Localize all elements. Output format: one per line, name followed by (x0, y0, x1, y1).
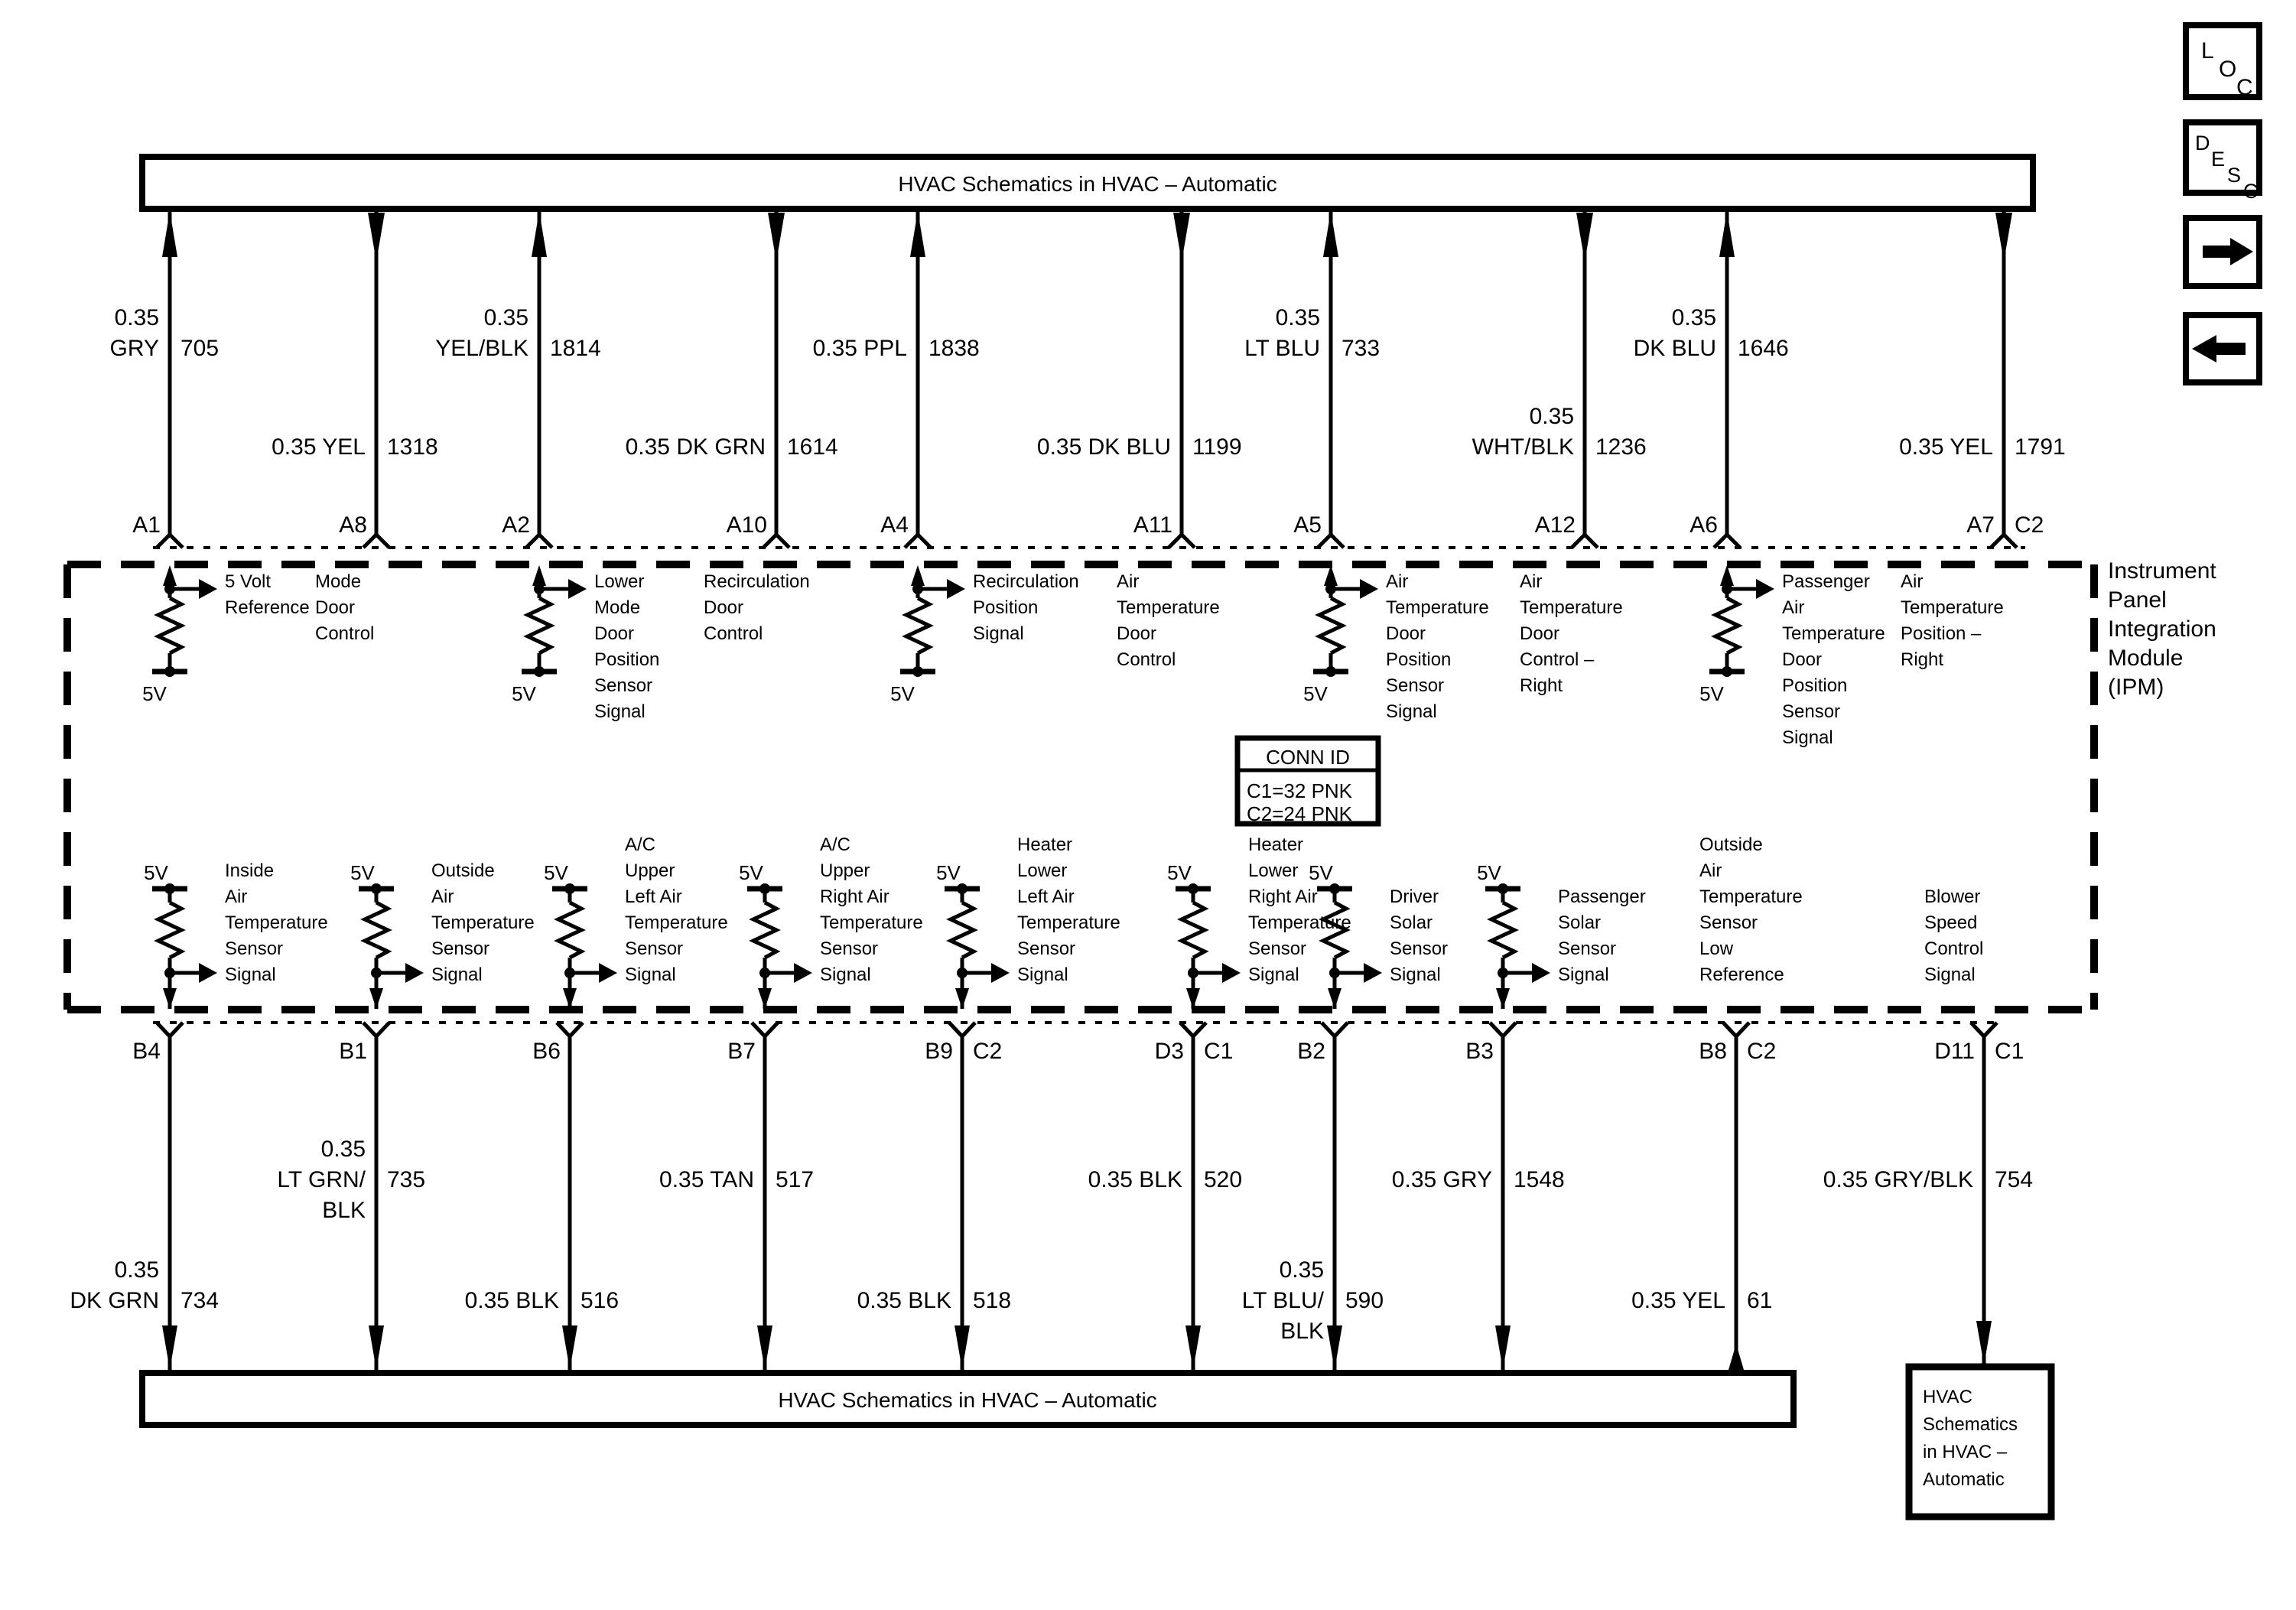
pin-chevron (1991, 535, 2017, 548)
signal-label: Temperature (431, 912, 535, 933)
signal-label: Door (594, 623, 635, 644)
pin-chevron (1572, 535, 1598, 548)
pin-chevron (157, 535, 183, 548)
circuit-number: 520 (1204, 1167, 1243, 1192)
signal-label: Passenger (1558, 886, 1646, 907)
down-arrowhead (562, 1325, 577, 1370)
signal-label: Solar (1558, 912, 1602, 933)
signal-label: Sensor (594, 675, 653, 696)
signal-label: Control (1117, 649, 1176, 670)
circuit-number: 733 (1342, 336, 1381, 361)
down-arrowhead (1576, 213, 1593, 262)
down-arrowhead (1173, 213, 1190, 262)
five-volt-label: 5V (890, 682, 915, 705)
wire-color-label: 0.35 (483, 305, 528, 330)
five-volt-label: 5V (144, 861, 168, 884)
pin-chevron (905, 535, 931, 548)
pin-chevron (1723, 1023, 1749, 1036)
resistor (1715, 598, 1738, 653)
ipm-name-line: Module (2108, 646, 2184, 671)
wire-color-label: 0.35 DK GRN (625, 434, 766, 460)
pin-label-B7: B7 (727, 1039, 756, 1064)
wire-color-label: 0.35 GRY (1391, 1167, 1492, 1192)
five-volt-label: 5V (1303, 682, 1328, 705)
ipm-name-line: Instrument (2108, 558, 2216, 584)
resistor (1491, 903, 1514, 958)
wire-color-label: 0.35 YEL (1899, 434, 1993, 460)
signal-label: Air (225, 886, 248, 907)
pin-label-A10: A10 (726, 512, 767, 538)
signal-label: Low (1699, 938, 1734, 959)
five-volt-label: 5V (512, 682, 536, 705)
pin-label-A2: A2 (502, 512, 530, 538)
wire-color-label: 0.35 (1671, 305, 1716, 330)
signal-label: 5 Volt (225, 571, 272, 592)
signal-label: Signal (431, 964, 483, 985)
pin-label-B3: B3 (1465, 1039, 1494, 1064)
right-arrow (947, 579, 965, 599)
down-arrowhead (1186, 988, 1200, 1009)
signal-label: Position (594, 649, 660, 670)
desc-letter: D (2195, 132, 2210, 154)
signal-label: Heater (1017, 834, 1073, 855)
wire-color-label: LT GRN/ (277, 1167, 366, 1192)
pin-chevron (1490, 1023, 1516, 1036)
down-arrowhead (1328, 988, 1342, 1009)
up-arrowhead (1729, 1344, 1744, 1370)
pin-label-B1: B1 (339, 1039, 367, 1064)
signal-label: Door (704, 597, 744, 618)
wire-color-label: 0.35 (1279, 1257, 1324, 1283)
wire-color-label: BLK (322, 1198, 366, 1223)
signal-label: Temperature (1386, 597, 1489, 618)
down-arrowhead (163, 988, 177, 1009)
signal-label: Door (1386, 623, 1426, 644)
signal-label: Reference (1699, 964, 1784, 985)
signal-label: Right (1901, 649, 1944, 670)
pin-label-D11: D11 (1934, 1039, 1975, 1064)
five-volt-label: 5V (1477, 861, 1501, 884)
signal-label: Recirculation (704, 571, 810, 592)
down-arrowhead (368, 213, 385, 262)
signal-label: Signal (1390, 964, 1441, 985)
conn-id-header: CONN ID (1266, 746, 1350, 769)
signal-label: Control – (1520, 649, 1595, 670)
signal-label: A/C (625, 834, 656, 855)
pin-chevron (1971, 1023, 1997, 1036)
pin-chevron (1322, 1023, 1348, 1036)
signal-label: Door (1782, 649, 1823, 670)
pin-label-B6: B6 (532, 1039, 561, 1064)
wire-color-label: WHT/BLK (1472, 434, 1574, 460)
signal-label: Air (1699, 860, 1722, 881)
signal-label: Signal (1782, 727, 1833, 748)
signal-label: Sensor (1017, 938, 1076, 959)
signal-label: Outside (1699, 834, 1763, 855)
right-arrow (1360, 579, 1378, 599)
junction-dot (164, 666, 175, 677)
down-arrowhead (1185, 1325, 1201, 1370)
right-arrow (1222, 963, 1241, 983)
wire-color-label: 0.35 (114, 305, 159, 330)
signal-label: Air (1901, 571, 1924, 592)
signal-label: Lower (1248, 860, 1299, 881)
connector-label: C1 (1204, 1039, 1234, 1064)
pin-chevron (1169, 535, 1195, 548)
signal-label: Temperature (820, 912, 923, 933)
signal-label: Signal (1017, 964, 1068, 985)
pin-label-A1: A1 (132, 512, 161, 538)
signal-label: Temperature (1520, 597, 1623, 618)
circuit-number: 590 (1345, 1288, 1384, 1313)
five-volt-label: 5V (350, 861, 375, 884)
pin-label-A5: A5 (1293, 512, 1322, 538)
desc-letter: E (2211, 148, 2226, 171)
resistor (1182, 903, 1205, 958)
hvac-link-box-line: HVAC (1923, 1387, 1972, 1407)
signal-label: Sensor (1558, 938, 1617, 959)
pin-label-B4: B4 (132, 1039, 161, 1064)
wire-color-label: LT BLU/ (1241, 1288, 1324, 1313)
pin-label-A11: A11 (1133, 512, 1172, 538)
wire-color-label: YEL/BLK (435, 336, 528, 361)
circuit-number: 705 (180, 336, 220, 361)
signal-label: Sensor (1386, 675, 1445, 696)
signal-label: Upper (820, 860, 870, 881)
down-arrowhead (757, 1325, 772, 1370)
signal-label: Driver (1390, 886, 1439, 907)
up-arrowhead (910, 211, 925, 257)
signal-label: Air (431, 886, 454, 907)
signal-label: Mode (315, 571, 362, 592)
pin-label-B8: B8 (1699, 1039, 1727, 1064)
signal-label: Signal (1558, 964, 1609, 985)
connector-label: C1 (1995, 1039, 2024, 1064)
signal-label: Solar (1390, 912, 1433, 933)
signal-label: Sensor (1699, 912, 1758, 933)
signal-label: Sensor (820, 938, 879, 959)
right-arrow (199, 963, 217, 983)
signal-label: Inside (225, 860, 275, 881)
signal-label: Temperature (225, 912, 328, 933)
pin-chevron (949, 1023, 975, 1036)
signal-label: Signal (973, 623, 1024, 644)
resistor (528, 598, 551, 653)
signal-label: Door (1520, 623, 1560, 644)
pin-label-A7: A7 (1966, 512, 1995, 538)
down-arrowhead (954, 1325, 970, 1370)
signal-label: Control (1924, 938, 1984, 959)
hvac-link-box-line: Automatic (1923, 1469, 2005, 1490)
circuit-number: 516 (581, 1288, 620, 1313)
desc-letter: S (2227, 164, 2242, 187)
resistor (365, 903, 388, 958)
left-arrow-icon (2192, 335, 2216, 363)
signal-label: Sensor (1782, 701, 1841, 722)
pin-chevron (1318, 535, 1344, 548)
wire-color-label: 0.35 TAN (659, 1167, 754, 1192)
signal-label: Reference (225, 597, 310, 618)
resistor (558, 903, 581, 958)
signal-label: Temperature (1901, 597, 2004, 618)
right-arrow (991, 963, 1010, 983)
signal-label: Right (1520, 675, 1563, 696)
connector-label: C2 (973, 1039, 1003, 1064)
signal-label: Heater (1248, 834, 1304, 855)
right-arrow (405, 963, 424, 983)
signal-label: Signal (625, 964, 676, 985)
pin-chevron (157, 1023, 183, 1036)
wire-color-label: DK GRN (70, 1288, 159, 1313)
signal-label: Left Air (625, 886, 682, 907)
ipm-name-line: Panel (2108, 587, 2167, 613)
down-arrowhead (1495, 1325, 1511, 1370)
signal-label: Signal (594, 701, 646, 722)
circuit-number: 61 (1747, 1288, 1773, 1313)
down-arrowhead (768, 213, 785, 262)
signal-label: Sensor (431, 938, 490, 959)
up-arrowhead (532, 211, 547, 257)
up-arrowhead (1719, 211, 1735, 257)
bottom-banner-label: HVAC Schematics in HVAC – Automatic (778, 1388, 1157, 1412)
circuit-number: 1548 (1514, 1167, 1565, 1192)
down-arrowhead (369, 988, 383, 1009)
wire-color-label: 0.35 GRY/BLK (1823, 1167, 1973, 1192)
signal-label: Right Air (1248, 886, 1318, 907)
signal-label: Control (704, 623, 763, 644)
pin-label-A8: A8 (339, 512, 367, 538)
signal-label: Position (973, 597, 1039, 618)
conn-id-row: C2=24 PNK (1247, 802, 1353, 825)
pin-label-A6: A6 (1689, 512, 1718, 538)
circuit-number: 1614 (787, 434, 838, 460)
right-arrow (568, 579, 587, 599)
right-arrow (794, 963, 812, 983)
signal-label: Sensor (1248, 938, 1307, 959)
wire-color-label: 0.35 DK BLU (1036, 434, 1171, 460)
wire-color-label: BLK (1280, 1319, 1324, 1344)
pin-chevron (363, 1023, 389, 1036)
up-arrowhead (162, 211, 177, 257)
signal-label: Passenger (1782, 571, 1870, 592)
top-banner-label: HVAC Schematics in HVAC – Automatic (898, 172, 1277, 196)
wire-color-label: 0.35 YEL (272, 434, 366, 460)
circuit-number: 734 (180, 1288, 220, 1313)
signal-label: Sensor (225, 938, 284, 959)
down-arrowhead (1327, 1325, 1342, 1370)
signal-label: Left Air (1017, 886, 1075, 907)
signal-label: Position (1386, 649, 1452, 670)
signal-label: Recirculation (973, 571, 1079, 592)
signal-label: Signal (225, 964, 276, 985)
loc-letter: L (2201, 38, 2214, 63)
signal-label: Temperature (1248, 912, 1351, 933)
signal-label: Position (1782, 675, 1848, 696)
pin-chevron (526, 535, 552, 548)
conn-id-row: C1=32 PNK (1247, 779, 1353, 802)
wire-color-label: 0.35 (1275, 305, 1320, 330)
wire-color-label: DK BLU (1633, 336, 1716, 361)
pin-label-D3: D3 (1154, 1039, 1184, 1064)
signal-label: Air (1117, 571, 1140, 592)
pin-chevron (1180, 1023, 1206, 1036)
signal-label: Control (315, 623, 375, 644)
junction-dot (1325, 666, 1336, 677)
down-arrowhead (955, 988, 969, 1009)
signal-label: Temperature (625, 912, 728, 933)
five-volt-label: 5V (142, 682, 167, 705)
circuit-number: 1236 (1595, 434, 1647, 460)
pin-chevron (763, 535, 789, 548)
pin-label-A4: A4 (880, 512, 909, 538)
circuit-number: 1318 (387, 434, 438, 460)
loc-letter: O (2219, 57, 2237, 82)
pin-label-B9: B9 (925, 1039, 953, 1064)
down-arrowhead (563, 988, 577, 1009)
right-arrow (599, 963, 617, 983)
connector-label: C2 (2015, 512, 2044, 538)
signal-label: Sensor (625, 938, 684, 959)
signal-label: Signal (820, 964, 871, 985)
signal-label: Signal (1924, 964, 1976, 985)
signal-label: Upper (625, 860, 675, 881)
circuit-number: 517 (776, 1167, 815, 1192)
pin-label-B2: B2 (1297, 1039, 1325, 1064)
down-arrowhead (758, 988, 772, 1009)
wire-color-label: GRY (109, 336, 159, 361)
desc-letter: C (2243, 180, 2259, 203)
circuit-number: 735 (387, 1167, 426, 1192)
signal-label: Air (1782, 597, 1805, 618)
signal-label: Air (1520, 571, 1543, 592)
wire-color-label: 0.35 BLK (857, 1288, 951, 1313)
right-arrow (1364, 963, 1382, 983)
wire-color-label: 0.35 BLK (1088, 1167, 1182, 1192)
junction-dot (912, 666, 923, 677)
right-arrow (199, 579, 217, 599)
pin-chevron (1714, 535, 1740, 548)
resistor (753, 903, 776, 958)
wire-color-label: LT BLU (1244, 336, 1320, 361)
signal-label: Right Air (820, 886, 889, 907)
ipm-name-line: (IPM) (2108, 675, 2164, 700)
five-volt-label: 5V (1167, 861, 1192, 884)
down-arrowhead (162, 1325, 177, 1370)
signal-label: Lower (1017, 860, 1068, 881)
hvac-link-box-line: Schematics (1923, 1414, 2018, 1435)
resistor (158, 598, 181, 653)
wire-color-label: 0.35 PPL (812, 336, 907, 361)
signal-label: Temperature (1117, 597, 1220, 618)
signal-label: Air (1386, 571, 1409, 592)
pin-chevron (752, 1023, 778, 1036)
loc-letter: C (2236, 75, 2253, 100)
signal-label: Mode (594, 597, 641, 618)
down-arrowhead (1995, 213, 2012, 262)
five-volt-label: 5V (936, 861, 961, 884)
right-arrow (1532, 963, 1550, 983)
signal-label: Temperature (1782, 623, 1885, 644)
pin-chevron (557, 1023, 583, 1036)
five-volt-label: 5V (1699, 682, 1724, 705)
right-arrow (1756, 579, 1774, 599)
junction-dot (534, 666, 545, 677)
wire-color-label: 0.35 YEL (1631, 1288, 1725, 1313)
ipm-name-line: Integration (2108, 616, 2216, 642)
signal-label: Sensor (1390, 938, 1449, 959)
wire-color-label: 0.35 BLK (464, 1288, 559, 1313)
signal-label: Lower (594, 571, 645, 592)
resistor (158, 903, 181, 958)
circuit-number: 1838 (928, 336, 980, 361)
up-arrowhead (1323, 211, 1338, 257)
down-arrowhead (1496, 988, 1510, 1009)
resistor (906, 598, 929, 653)
signal-label: A/C (820, 834, 851, 855)
connector-label: C2 (1747, 1039, 1777, 1064)
right-arrow-icon (2230, 238, 2253, 265)
circuit-number: 754 (1995, 1167, 2034, 1192)
pin-chevron (363, 535, 389, 548)
five-volt-label: 5V (544, 861, 568, 884)
hvac-link-box-line: in HVAC – (1923, 1442, 2008, 1462)
circuit-number: 1791 (2015, 434, 2066, 460)
pin-label-A12: A12 (1534, 512, 1576, 538)
signal-label: Blower (1924, 886, 1981, 907)
resistor (1319, 598, 1342, 653)
circuit-number: 1646 (1738, 336, 1789, 361)
wire-color-label: 0.35 (320, 1137, 366, 1162)
circuit-number: 1814 (550, 336, 601, 361)
signal-label: Temperature (1699, 886, 1803, 907)
down-arrowhead (1976, 1321, 1992, 1365)
wire-color-label: 0.35 (1529, 404, 1574, 429)
signal-label: Position – (1901, 623, 1982, 644)
wire-color-label: 0.35 (114, 1257, 159, 1283)
signal-label: Temperature (1017, 912, 1120, 933)
signal-label: Speed (1924, 912, 1978, 933)
five-volt-label: 5V (1309, 861, 1333, 884)
junction-dot (1722, 666, 1732, 677)
signal-label: Outside (431, 860, 495, 881)
signal-label: Signal (1386, 701, 1437, 722)
circuit-number: 518 (973, 1288, 1012, 1313)
signal-label: Signal (1248, 964, 1299, 985)
circuit-number: 1199 (1192, 434, 1242, 460)
signal-label: Door (1117, 623, 1157, 644)
down-arrowhead (369, 1325, 384, 1370)
five-volt-label: 5V (739, 861, 763, 884)
signal-label: Door (315, 597, 356, 618)
resistor (951, 903, 974, 958)
